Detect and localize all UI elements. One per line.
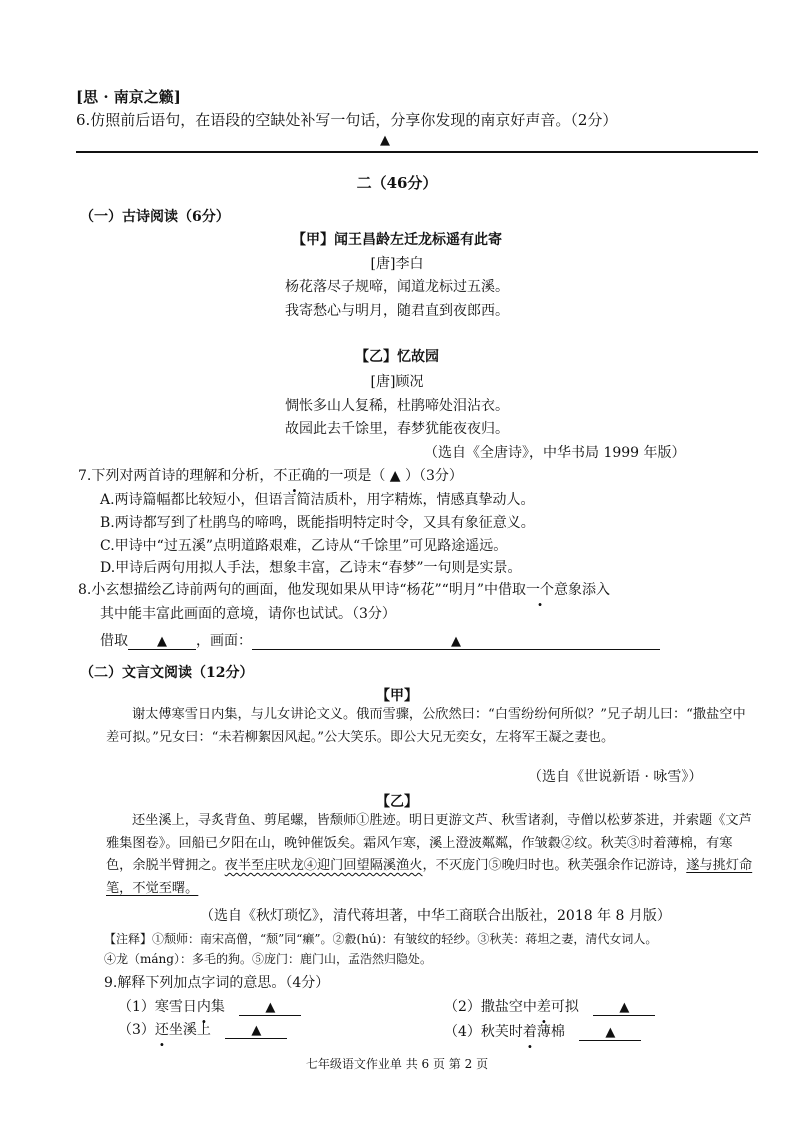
answer-line xyxy=(76,151,758,153)
q9-item-4-dot: 着 xyxy=(522,1024,537,1040)
section-tag: [思 · 南京之籁] xyxy=(76,88,181,106)
poem-jia-line1: 杨花落尽子规啼，闻道龙标过五溪。 xyxy=(285,279,509,295)
yi-text-underlined: 遂与挑灯命笔，不觉至曙。 xyxy=(106,858,753,896)
yi-text-wavy: 夜半至庄吠龙④迎门回望隔溪渔火 xyxy=(224,858,423,873)
picture-label: ，画面： xyxy=(196,633,252,649)
borrow-blank[interactable] xyxy=(128,633,196,650)
q8-line1-emph: 一个 xyxy=(526,582,554,598)
poem-jia-line2: 我寄愁心与明月，随君直到夜郎西。 xyxy=(285,303,509,319)
q9-mark-3: ▲ xyxy=(251,1023,262,1038)
q9-item-2-pre: 撒盐空中 xyxy=(480,999,537,1015)
borrow-mark: ▲ xyxy=(157,634,167,649)
yi-text-a: 还坐溪上，寻炙背鱼、剪尾螺，皆颓师①胜迹。明日更游文芦、秋雪诸刹，寺僧以松萝茶进，并索题《文芦雅集图卷》。回船已夕阳在山，晚钟催饭矣。霜风乍寒，溪上澄波粼粼，作皱縠②纹。秋芙③时着薄棉，有寒色，余脱半臂拥之。 xyxy=(106,813,752,873)
q9-item-3-num: （3） xyxy=(118,1022,155,1038)
classical-jia-title: 【甲】 xyxy=(376,688,418,704)
q9-item-1-dot: 内 xyxy=(196,999,211,1015)
picture-blank[interactable] xyxy=(252,633,660,650)
poem-yi-line1: 惆怅多山人复稀，杜鹃啼处泪沾衣。 xyxy=(285,398,509,414)
q9-item-3-post: 坐溪上 xyxy=(168,1022,211,1038)
q9-blank-2[interactable] xyxy=(593,999,655,1016)
q8-line1-pre: 8.小玄想描绘乙诗前两句的画面，他发现如果从甲诗“杨花”“明月”中借取 xyxy=(78,582,526,598)
q9-mark-4: ▲ xyxy=(605,1025,616,1040)
q9-item-1-post: 集 xyxy=(210,999,225,1015)
q9-item-4 xyxy=(444,1021,641,1041)
q7-option-a: A.两诗篇幅都比较短小，但语言简洁质朴，用字精炼，情感真挚动人。 xyxy=(100,492,535,508)
poem-yi-author: [唐]顾况 xyxy=(370,374,424,390)
q9-item-2-dot: 差 xyxy=(536,999,551,1015)
classical-section-heading: （二）文言文阅读（12分） xyxy=(80,665,254,681)
poem-source: （选自《全唐诗》，中华书局 1999 年版） xyxy=(424,445,686,461)
question-6: 6.仿照前后语句，在语段的空缺处补写一句话，分享你发现的南京好声音。（2分） xyxy=(76,111,618,129)
q8-answer-row xyxy=(100,630,660,650)
q7-option-c: C.甲诗中“过五溪”点明道路艰难，乙诗从“千馀里”可见路途遥远。 xyxy=(100,538,508,554)
q9-item-2-post: 可拟 xyxy=(550,999,579,1015)
page-footer: 七年级语文作业单 共 6 页 第 2 页 xyxy=(305,1057,489,1071)
question-8-line2: 其中能丰富此画面的意境，请你也试试。（3分） xyxy=(100,606,396,622)
picture-mark: ▲ xyxy=(451,634,461,649)
q9-item-4-pre: 秋芙时 xyxy=(480,1024,523,1040)
q9-item-1-num: （1） xyxy=(118,999,155,1015)
q7-stem-post: 的一项是（ ▲ ）（3分） xyxy=(315,468,463,484)
q9-item-2-num: （2） xyxy=(444,999,481,1015)
yi-text-b: ，不灭庞门⑤晚归时也。秋芙强余作记游诗， xyxy=(422,858,687,873)
q9-item-4-num: （4） xyxy=(444,1024,481,1040)
q8-line1-post: 意象添入 xyxy=(554,582,610,598)
q9-item-3-dot: 还 xyxy=(154,1022,169,1038)
q7-stem-pre: 7.下列对两首诗的理解和分析， xyxy=(78,468,274,484)
answer-mark: ▲ xyxy=(380,133,390,148)
q9-item-1-pre: 寒雪日 xyxy=(154,999,197,1015)
q9-blank-3[interactable] xyxy=(225,1022,287,1039)
question-8-line1 xyxy=(78,579,610,599)
q7-stem-emph: 不正确 xyxy=(273,468,316,484)
note-line2: ④龙（máng）：多毛的狗。⑤庞门：鹿门山，孟浩然归隐处。 xyxy=(104,952,432,966)
question-9: 9.解释下列加点字词的意思。（4分） xyxy=(104,975,330,991)
poem-yi-line2: 故园此去千馀里，春梦犹能夜夜归。 xyxy=(285,421,509,437)
q9-item-2 xyxy=(444,996,655,1016)
q7-option-d: D.甲诗后两句用拟人手法，想象丰富，乙诗末“春梦”一句则是实景。 xyxy=(100,560,522,576)
q7-option-b: B.两诗都写到了杜鹃鸟的啼鸣，既能指明特定时令，又具有象征意义。 xyxy=(100,515,535,531)
classical-yi-title: 【乙】 xyxy=(376,794,418,810)
poem-section-heading: （一）古诗阅读（6分） xyxy=(80,209,230,225)
poem-jia-author: [唐]李白 xyxy=(370,256,424,272)
q9-mark-2: ▲ xyxy=(619,1000,630,1015)
q9-item-1 xyxy=(118,996,301,1016)
poem-yi-title: 【乙】忆故园 xyxy=(355,349,439,365)
classical-jia-text: 谢太傅寒雪日内集，与儿女讲论文义。俄而雪骤，公欣然曰：“白雪纷纷何所似？”兄子胡儿曰：“撒盐空中差可拟。”兄女曰：“未若柳絮因风起。”公大笑乐。即公大兄无奕女，左将军王凝之妻也。 xyxy=(106,707,746,745)
q9-blank-4[interactable] xyxy=(579,1024,641,1041)
borrow-label: 借取 xyxy=(100,633,128,649)
part-title: 二（46分） xyxy=(356,174,438,192)
q9-item-3 xyxy=(118,1019,287,1039)
q9-item-4-post: 薄棉 xyxy=(536,1024,565,1040)
classical-jia-source: （选自《世说新语 · 咏雪》） xyxy=(528,769,703,785)
q9-mark-1: ▲ xyxy=(265,1000,276,1015)
poem-jia-title: 【甲】闻王昌龄左迁龙标遥有此寄 xyxy=(292,232,502,248)
classical-yi-text xyxy=(106,810,756,900)
classical-yi-source: （选自《秋灯琐忆》，清代蒋坦著，中华工商联合出版社，2018 年 8 月版） xyxy=(200,908,671,924)
note-line1: 【注释】①颓师：南宋高僧，“颓”同“癞”。②縠(hú)：有皱纹的轻纱。③秋芙：蒋坦之妻，清代女词人。 xyxy=(104,932,658,946)
question-7 xyxy=(78,465,463,485)
q9-blank-1[interactable] xyxy=(239,999,301,1016)
